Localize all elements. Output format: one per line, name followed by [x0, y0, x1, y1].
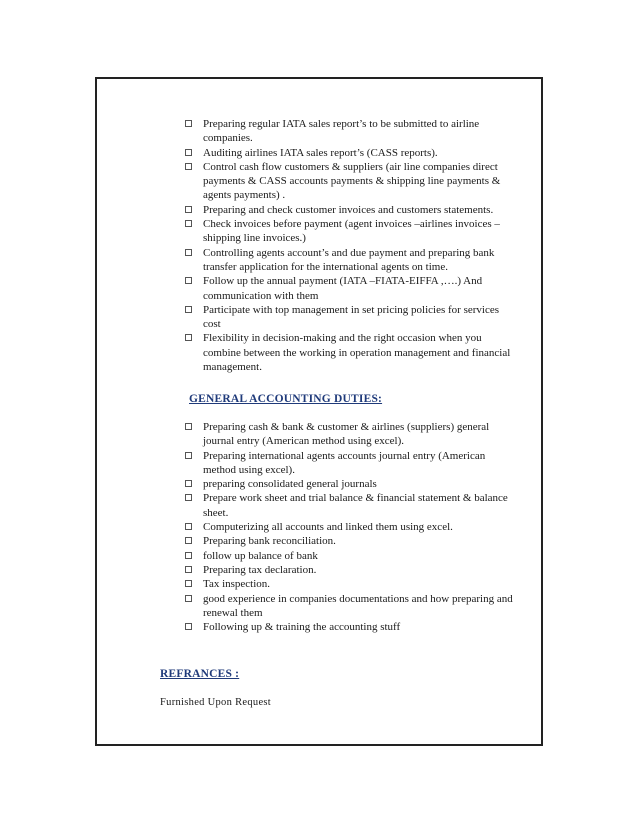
list-item: [185, 420, 515, 449]
list-item: [185, 146, 515, 160]
general-accounting-list: [185, 420, 515, 634]
checkbox-bullet-icon: [185, 206, 192, 213]
checkbox-bullet-icon: [185, 623, 192, 630]
checkbox-bullet-icon: [185, 595, 192, 602]
list-item: [185, 217, 515, 246]
list-item-text: Following up & training the accounting stuff: [203, 621, 401, 634]
list-item-text: Participate with top management in set pricing policies for services cost: [203, 303, 499, 331]
list-item: [185, 592, 515, 621]
list-item-text: Preparing cash & bank & customer & airlines (suppliers) general journal entry (American method using excel).: [203, 421, 490, 448]
checkbox-bullet-icon: [185, 580, 192, 587]
list-item: [185, 477, 515, 491]
list-item-text: Computerizing all accounts and linked them using excel.: [203, 521, 453, 534]
list-item: [185, 491, 515, 520]
duties-list: [185, 117, 515, 374]
list-item-text: good experience in companies documentations and how preparing and renewal them: [203, 592, 513, 619]
list-item-text: Control cash flow customers & suppliers (air line companies direct payments & CASS accounts payments & shipping line payments & agents payments) .: [203, 160, 501, 202]
list-item-text: Follow up the annual payment (IATA –FIATA-EIFFA ,….) And communication with them: [203, 275, 483, 302]
list-item: [185, 303, 515, 332]
list-item: [185, 577, 515, 591]
list-item: [185, 563, 515, 577]
checkbox-bullet-icon: [185, 552, 192, 559]
list-item-text: Tax inspection.: [203, 578, 271, 591]
list-item: [185, 449, 515, 478]
checkbox-bullet-icon: [185, 537, 192, 544]
checkbox-bullet-icon: [185, 149, 192, 156]
checkbox-bullet-icon: [185, 452, 192, 459]
list-item-text: Flexibility in decision-making and the right occasion when you combine between the working in operation management and financial management.: [203, 332, 511, 374]
list-item: [185, 160, 515, 203]
references-text: Furnished Upon Request: [160, 697, 272, 708]
list-item: [185, 203, 515, 217]
list-item: [185, 549, 515, 563]
checkbox-bullet-icon: [185, 494, 192, 501]
list-item: [185, 246, 515, 275]
general-accounting-heading: GENERAL ACCOUNTING DUTIES:: [189, 393, 383, 405]
checkbox-bullet-icon: [185, 249, 192, 256]
checkbox-bullet-icon: [185, 523, 192, 530]
list-item-text: Controlling agents account’s and due payment and preparing bank transfer application for the international agents on time.: [203, 246, 495, 273]
checkbox-bullet-icon: [185, 120, 192, 127]
list-item-text: follow up balance of bank: [203, 549, 318, 562]
list-item: [185, 534, 515, 548]
checkbox-bullet-icon: [185, 306, 192, 313]
list-item: [185, 117, 515, 146]
list-item-text: Prepare work sheet and trial balance & financial statement & balance sheet.: [203, 492, 508, 519]
checkbox-bullet-icon: [185, 334, 192, 341]
list-item: [185, 620, 515, 634]
checkbox-bullet-icon: [185, 566, 192, 573]
checkbox-bullet-icon: [185, 163, 192, 170]
list-item-text: Auditing airlines IATA sales report’s (CASS reports).: [203, 146, 438, 159]
list-item: [185, 331, 515, 374]
list-item: [185, 274, 515, 303]
checkbox-bullet-icon: [185, 423, 192, 430]
list-item-text: Preparing and check customer invoices and customers statements.: [203, 203, 494, 216]
list-item-text: preparing consolidated general journals: [203, 478, 377, 491]
references-heading: REFRANCES :: [160, 668, 240, 680]
list-item: [185, 520, 515, 534]
checkbox-bullet-icon: [185, 480, 192, 487]
checkbox-bullet-icon: [185, 220, 192, 227]
checkbox-bullet-icon: [185, 277, 192, 284]
list-item-text: Preparing bank reconciliation.: [203, 535, 336, 548]
list-item-text: Preparing international agents accounts journal entry (American method using excel).: [203, 449, 486, 476]
list-item-text: Check invoices before payment (agent invoices –airlines invoices –shipping line invoices.): [203, 218, 500, 245]
list-item-text: Preparing tax declaration.: [203, 563, 317, 576]
list-item-text: Preparing regular IATA sales report’s to be submitted to airline companies.: [203, 118, 480, 145]
